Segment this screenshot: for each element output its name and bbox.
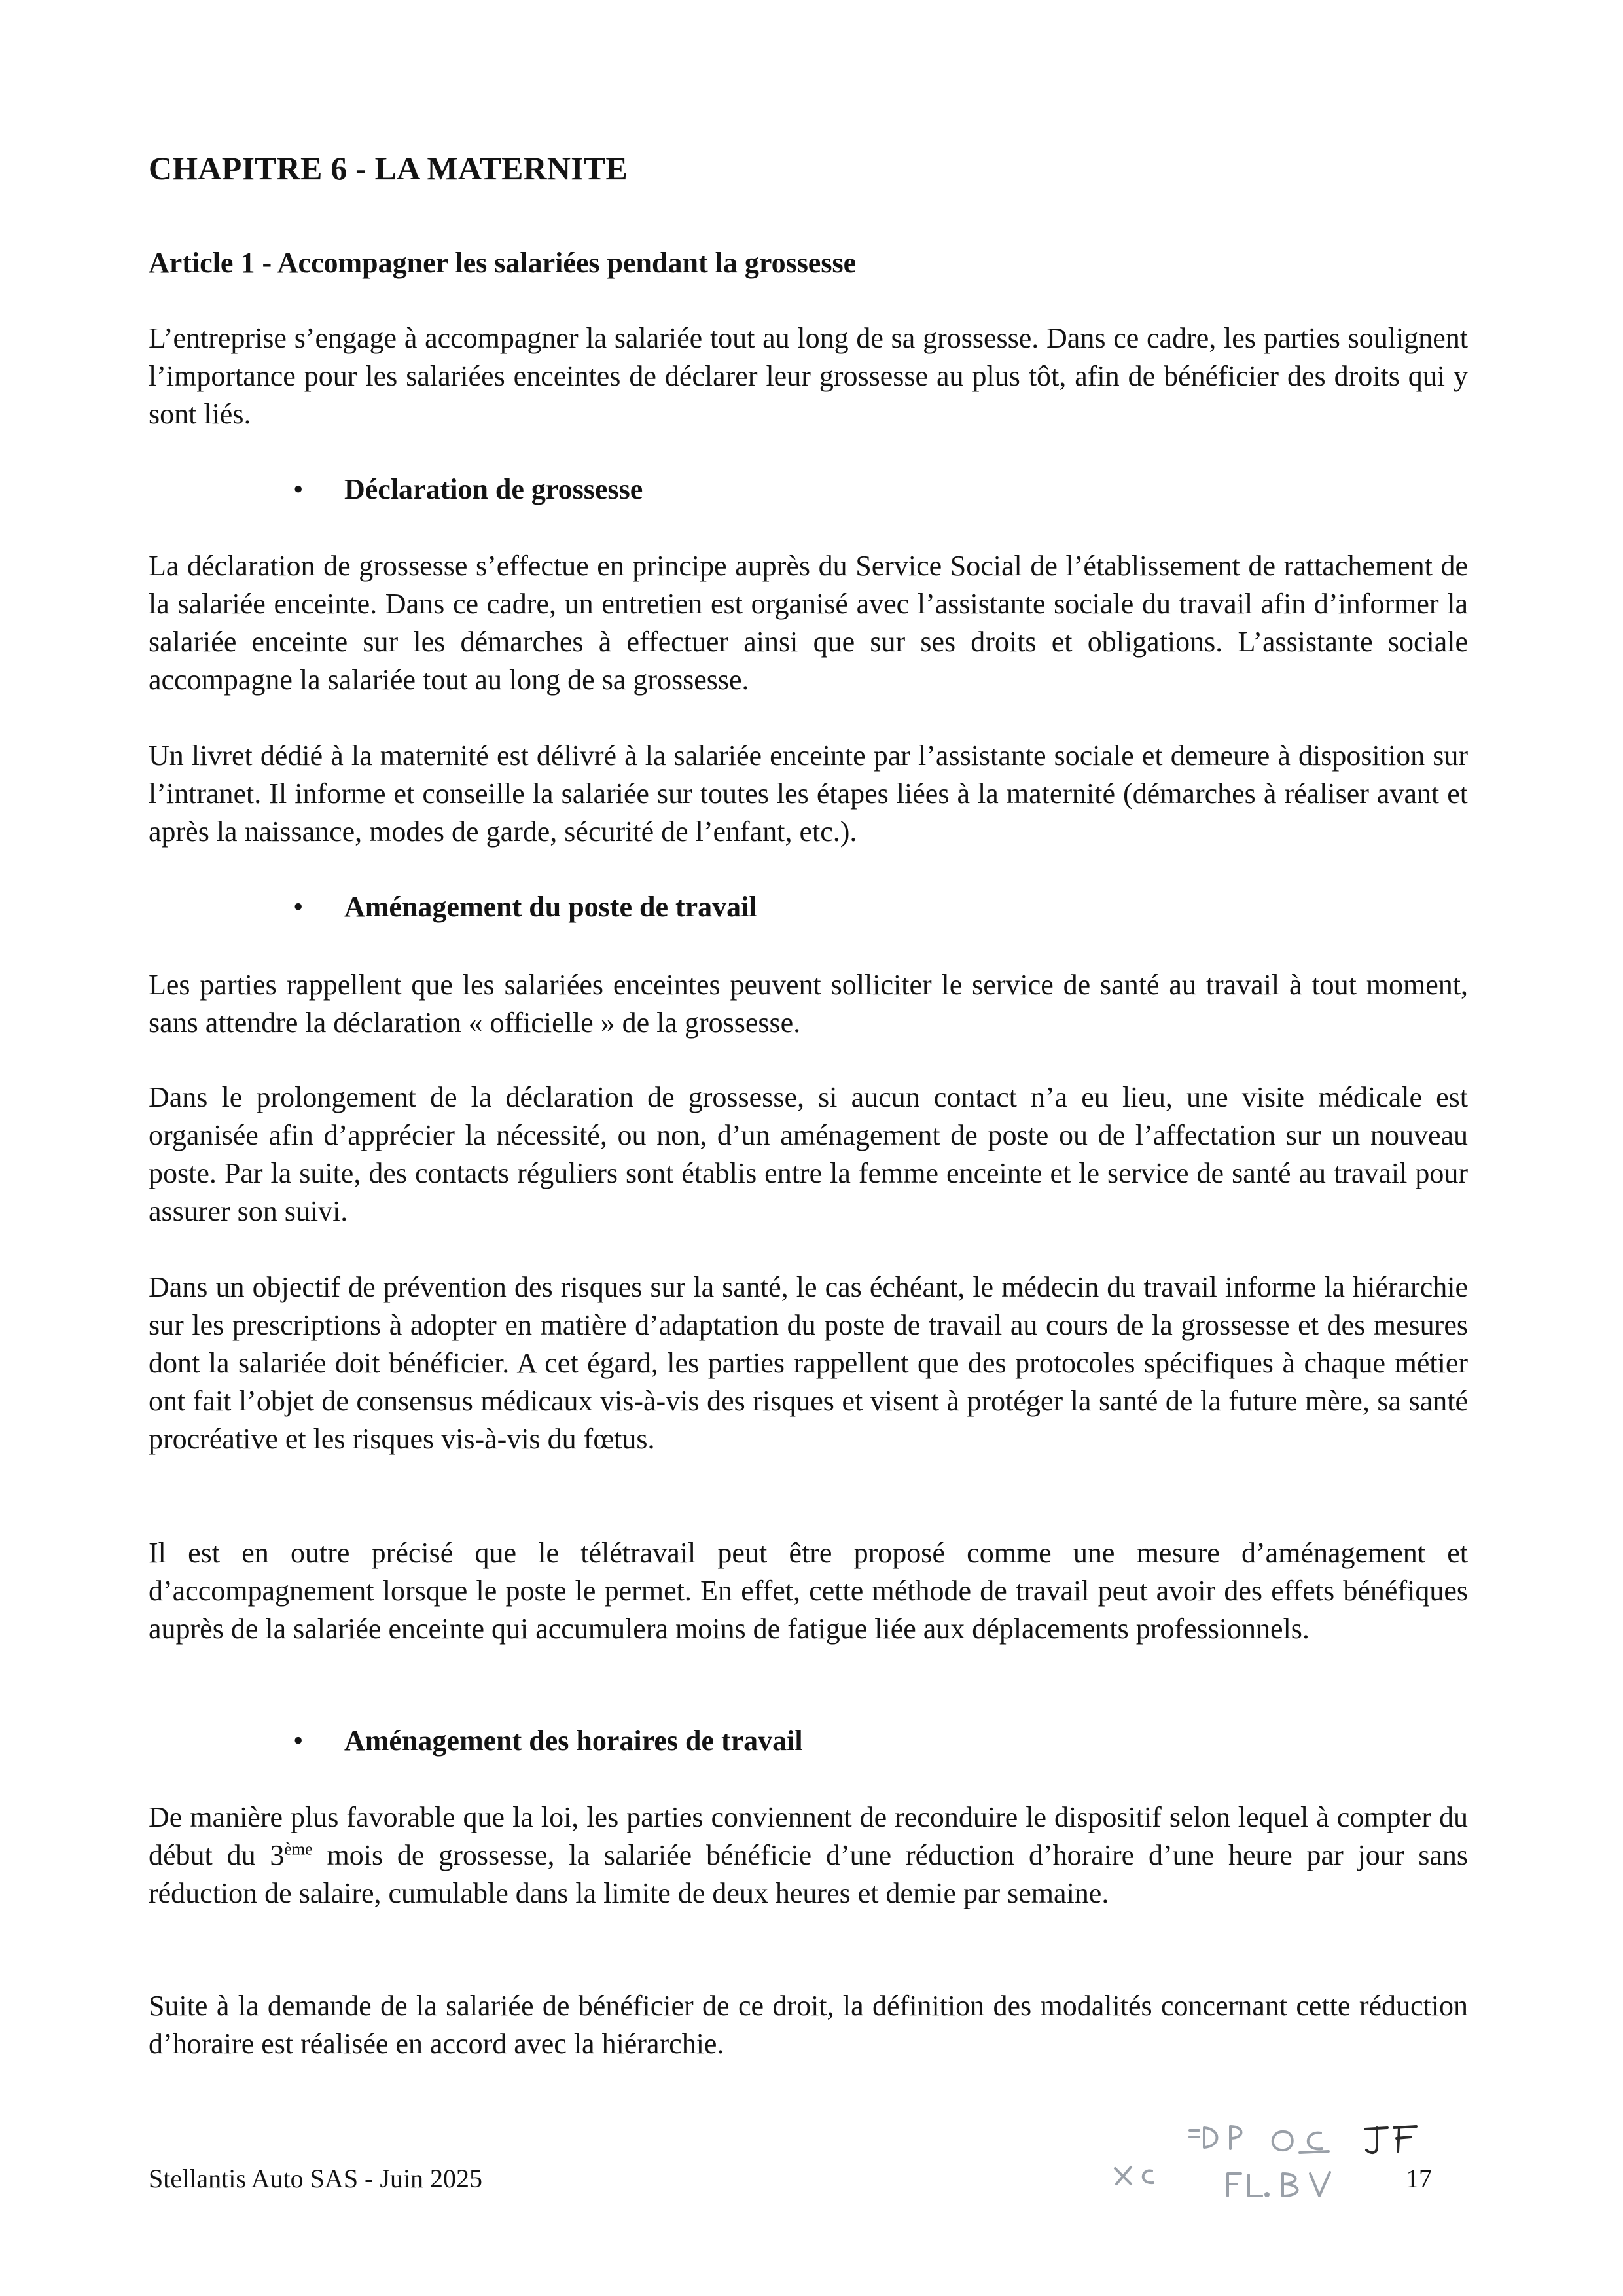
section-heading-label: Déclaration de grossesse xyxy=(344,473,643,505)
initials-dark-ink xyxy=(1365,2126,1416,2153)
footer-company-date: Stellantis Auto SAS - Juin 2025 xyxy=(149,2164,483,2193)
page-number: 17 xyxy=(1406,2164,1432,2193)
article-title: Article 1 - Accompagner les salariées pendant la grossesse xyxy=(149,247,857,279)
initials-light-ink xyxy=(1115,2126,1330,2196)
bullet-icon: • xyxy=(293,473,304,505)
section-heading-horaires xyxy=(293,1724,803,1757)
section-heading-poste xyxy=(293,890,757,924)
paragraph: La déclaration de grossesse s’effectue en principe auprès du Service Social de l’établissement de rattachement de la salariée enceinte. Dans ce cadre, un entretien est organisé avec l’assistante sociale du travail afin d’informer la salariée enceinte sur les démarches à effectuer ainsi que sur ses droits et obligations. L’assistante sociale accompagne la salariée tout au long de sa grossesse. xyxy=(149,550,1468,696)
paragraph: Un livret dédié à la maternité est délivré à la salariée enceinte par l’assistante sociale et demeure à disposition sur l’intranet. Il informe et conseille la salariée sur toutes les étapes liées à la maternité (démarches à réaliser avant et après la naissance, modes de garde, sécurité de l’enfant, etc.). xyxy=(149,740,1468,848)
section-heading-label: Aménagement du poste de travail xyxy=(344,891,757,923)
text-run: De manière plus favorable que la loi, les parties conviennent de reconduire le dispositif selon lequel à compter du début du 3 xyxy=(149,1801,1468,1871)
bullet-icon: • xyxy=(293,1725,304,1757)
superscript: ème xyxy=(284,1839,313,1859)
paragraph: Suite à la demande de la salariée de bénéficier de ce droit, la définition des modalités concernant cette réduction d’horaire est réalisée en accord avec la hiérarchie. xyxy=(149,1990,1468,2060)
paragraph: Dans un objectif de prévention des risques sur la santé, le cas échéant, le médecin du travail informe la hiérarchie sur les prescriptions à adopter en matière d’adaptation du poste de travail au cours de la grossesse et des mesures dont la salariée doit bénéficier. A cet égard, les parties rappellent que des protocoles spécifiques à chaque métier ont fait l’objet de consensus médicaux vis-à-vis des risques et visent à protéger la santé de la future mère, sa santé procréative et les risques vis-à-vis du fœtus. xyxy=(149,1271,1468,1455)
chapter-title: CHAPITRE 6 - LA MATERNITE xyxy=(149,150,628,187)
paragraph: Il est en outre précisé que le télétravail peut être proposé comme une mesure d’aménagement et d’accompagnement lorsque le poste le permet. En effet, cette méthode de travail peut avoir des effets bénéfiques auprès de la salariée enceinte qui accumulera moins de fatigue liée aux déplacements professionnels. xyxy=(149,1537,1468,1645)
paragraph: Les parties rappellent que les salariées enceintes peuvent solliciter le service de santé au travail à tout moment, sans attendre la déclaration « officielle » de la grossesse. xyxy=(149,969,1468,1039)
text-run: mois de grossesse, la salariée bénéficie d’une réduction d’horaire d’une heure par jour sans réduction de salaire, cumulable dans la limite de deux heures et demie par semaine. xyxy=(149,1839,1468,1909)
intro-paragraph: L’entreprise s’engage à accompagner la salariée tout au long de sa grossesse. Dans ce cadre, les parties soulignent l’importance pour les salariées enceintes de déclarer leur grossesse au plus tôt, afin de bénéficier des droits qui y sont liés. xyxy=(149,322,1468,430)
section-heading-label: Aménagement des horaires de travail xyxy=(344,1725,803,1757)
bullet-icon: • xyxy=(293,891,304,923)
paragraph xyxy=(149,1799,1468,1912)
section-heading-declaration xyxy=(293,473,643,506)
paragraph: Dans le prolongement de la déclaration de grossesse, si aucun contact n’a eu lieu, une visite médicale est organisée afin d’apprécier la nécessité, ou non, d’un aménagement de poste ou de l’affectation sur un nouveau poste. Par la suite, des contacts réguliers sont établis entre la femme enceinte et le service de santé au travail pour assurer son suivi. xyxy=(149,1081,1468,1227)
